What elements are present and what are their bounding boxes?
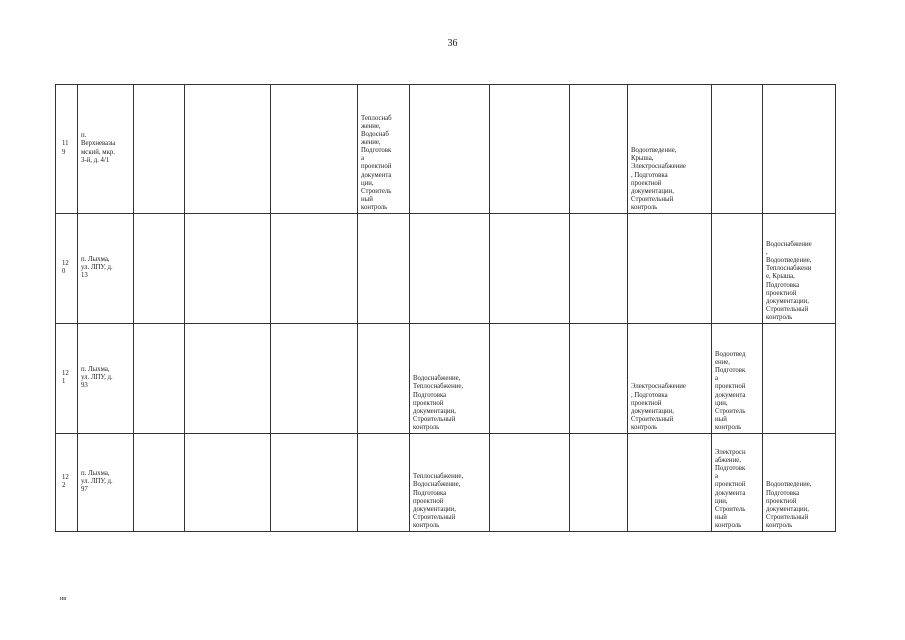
work-types-cell xyxy=(358,434,410,532)
work-types-cell: Водоснабжение , Водоотведение, Теплоснабжени е, Крыша, Подготовка проектной документации, Строительный контроль xyxy=(763,214,836,324)
empty-cell xyxy=(185,434,271,532)
work-types-cell: Теплоснаб жение, Водоснаб жение, Подготовк а проектной документа ции, Строитель ный контроль xyxy=(358,85,410,214)
empty-cell xyxy=(271,214,358,324)
table-row xyxy=(56,434,836,532)
page-number: 36 xyxy=(447,38,458,49)
work-types-cell xyxy=(358,324,410,434)
work-types-cell xyxy=(712,214,763,324)
empty-cell xyxy=(134,324,185,434)
empty-cell xyxy=(271,434,358,532)
work-types-cell: Теплоснабжение, Водоснабжение, Подготовка проектной документации, Строительный контроль xyxy=(410,434,490,532)
work-types-cell xyxy=(763,85,836,214)
table-row xyxy=(56,324,836,434)
empty-cell xyxy=(570,214,628,324)
empty-cell xyxy=(134,214,185,324)
empty-cell xyxy=(134,434,185,532)
works-schedule-table xyxy=(55,84,836,532)
row-number-cell: 11 9 xyxy=(56,85,78,214)
empty-cell xyxy=(185,85,271,214)
work-types-cell xyxy=(410,214,490,324)
work-types-cell: Водоотведение, Подготовка проектной документации, Строительный контроль xyxy=(763,434,836,532)
row-number-cell: 12 0 xyxy=(56,214,78,324)
empty-cell xyxy=(490,214,570,324)
empty-cell xyxy=(490,434,570,532)
table-row xyxy=(56,85,836,214)
work-types-cell xyxy=(628,434,712,532)
work-types-cell: Электросн абжение, Подготовк а проектной документа ции, Строитель ный контроль xyxy=(712,434,763,532)
row-number-cell: 12 1 xyxy=(56,324,78,434)
work-types-cell: Водоотвед ение, Подготовк а проектной документа ции, Строитель ный контроль xyxy=(712,324,763,434)
work-types-cell: Водоотведение, Крыша, Электроснабжение , Подготовка проектной документации, Строительный контроль xyxy=(628,85,712,214)
work-types-cell xyxy=(358,214,410,324)
empty-cell xyxy=(271,85,358,214)
work-types-cell xyxy=(628,214,712,324)
table-row xyxy=(56,214,836,324)
row-number-cell: 12 2 xyxy=(56,434,78,532)
work-types-cell xyxy=(763,324,836,434)
work-types-cell xyxy=(712,85,763,214)
empty-cell xyxy=(570,324,628,434)
address-cell: п. Лыхма, ул. ЛПУ, д. 93 xyxy=(78,324,134,434)
empty-cell xyxy=(134,85,185,214)
work-types-cell: Электроснабжение , Подготовка проектной документации, Строительный контроль xyxy=(628,324,712,434)
address-cell: п. Верхневазы мский, мкр. 3-й, д. 4/1 xyxy=(78,85,134,214)
empty-cell xyxy=(271,324,358,434)
empty-cell xyxy=(185,214,271,324)
work-types-cell xyxy=(410,85,490,214)
address-cell: п. Лыхма, ул. ЛПУ, д. 97 xyxy=(78,434,134,532)
empty-cell xyxy=(490,324,570,434)
empty-cell xyxy=(490,85,570,214)
empty-cell xyxy=(570,434,628,532)
empty-cell xyxy=(570,85,628,214)
work-types-cell: Водоснабжение, Теплоснабжение, Подготовка проектной документации, Строительный контроль xyxy=(410,324,490,434)
footer-mark: ии xyxy=(60,596,67,602)
address-cell: п. Лыхма, ул. ЛПУ, д. 13 xyxy=(78,214,134,324)
empty-cell xyxy=(185,324,271,434)
